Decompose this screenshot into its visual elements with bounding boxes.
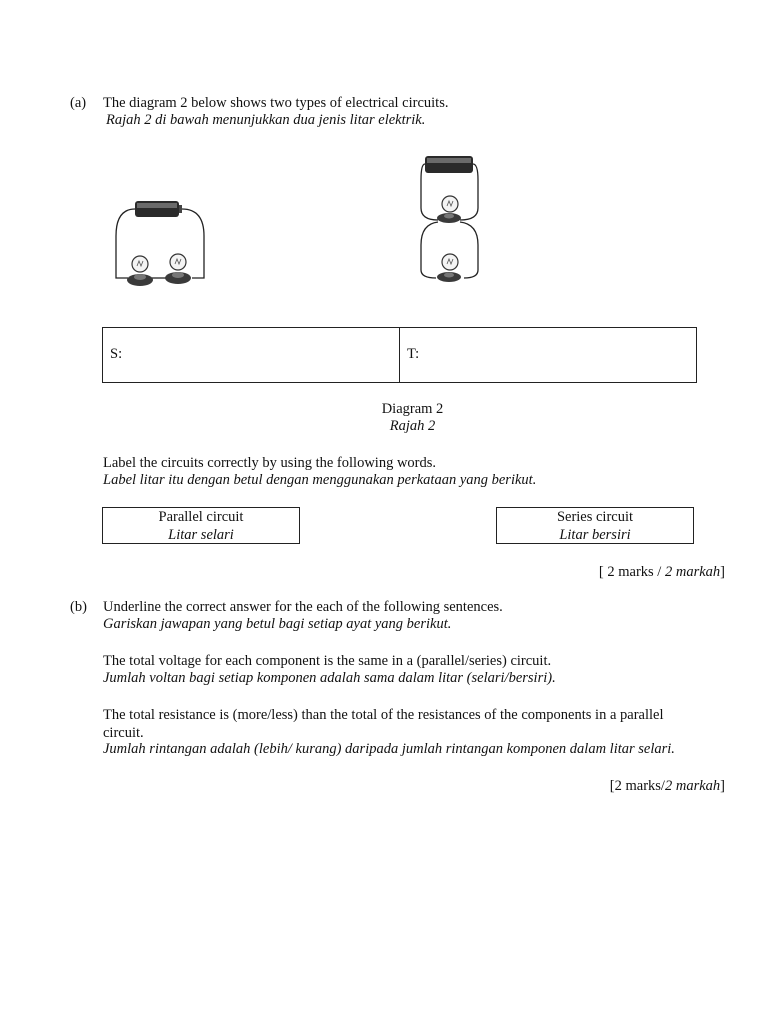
answer-table [102, 327, 697, 383]
sentence-2-en: The total resistance is (more/less) than the total of the resistances of the components in a parallel circuit. [103, 707, 664, 741]
option-series-box [496, 507, 694, 544]
option-series-en: Series circuit [556, 509, 634, 525]
instruction-en: Label the circuits correctly by using the following words. [103, 455, 437, 471]
answer-cell-t[interactable]: T: [400, 328, 697, 383]
part-a-intro-en: The diagram 2 below shows two types of electrical circuits. [103, 95, 449, 111]
marks-prefix: [ 2 marks / [598, 564, 665, 580]
part-a-marks [400, 564, 725, 582]
marks-italic: 2 markah [664, 564, 721, 580]
option-series-ms: Litar bersiri [559, 526, 631, 543]
part-b-intro-en: Underline the correct answer for the each of the following sentences. [103, 599, 503, 615]
series-circuit-diagram [418, 150, 482, 286]
diagram-caption-en: Diagram 2 [381, 401, 444, 417]
marks-prefix: [2 marks/ [609, 778, 665, 794]
sentence-2-ms: Jumlah rintangan adalah (lebih/ kurang) daripada jumlah rintangan komponen dalam litar selari. [103, 741, 675, 757]
part-b-marker: (b) [70, 599, 87, 615]
part-a-intro-ms: Rajah 2 di bawah menunjukkan dua jenis litar elektrik. [106, 112, 426, 128]
marks-suffix: ] [720, 778, 725, 794]
part-b-marks [400, 778, 725, 796]
option-parallel-box [102, 507, 300, 544]
marks-suffix: ] [720, 564, 725, 580]
part-b-intro-ms: Gariskan jawapan yang betul bagi setiap ayat yang berikut. [103, 616, 452, 632]
sentence-1-en: The total voltage for each component is the same in a (parallel/series) circuit. [103, 653, 552, 669]
parallel-circuit-diagram [108, 196, 210, 288]
marks-italic: 2 markah [664, 778, 721, 794]
instruction-ms: Label litar itu dengan betul dengan menggunakan perkataan yang berikut. [103, 472, 537, 488]
sentence-1-ms: Jumlah voltan bagi setiap komponen adalah sama dalam litar (selari/bersiri). [103, 670, 556, 686]
part-a-marker: (a) [70, 95, 87, 111]
option-parallel-en: Parallel circuit [158, 509, 244, 525]
diagram-caption-ms: Rajah 2 [389, 418, 436, 434]
answer-cell-s[interactable]: S: [103, 328, 400, 383]
option-parallel-ms: Litar selari [168, 526, 234, 543]
